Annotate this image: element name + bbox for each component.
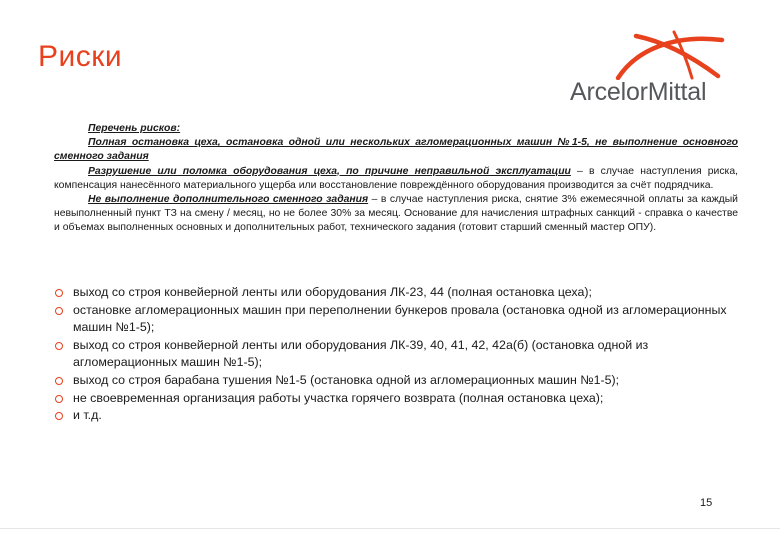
bullet-circle-icon — [55, 342, 63, 350]
risk-item-3-text: – в случае наступления риска, снятие 3% ежемесячной оплаты за каждый невыполненный пункт ТЗ на смену / месяц, но не более 30% за месяц. Основание для начисления штрафных санкций - справка о качестве и объемах выполненных основных и дополнительных работ, технического задания (готовит старший сменный мастер ОПУ). — [54, 194, 738, 234]
list-item — [54, 337, 744, 372]
list-item-text: остановке агломерационных машин при переполнении бункеров провала (остановка одной из агломерационных машин №1-5); — [73, 302, 727, 335]
list-item — [54, 302, 744, 337]
risk-description — [54, 122, 738, 236]
risk-list-heading-text: Перечень рисков: — [88, 123, 181, 134]
list-item-text: не своевременная организация работы участка горячего возврата (полная остановка цеха); — [73, 390, 604, 405]
list-item — [54, 372, 744, 390]
arcelormittal-logo — [566, 28, 726, 108]
list-item — [54, 407, 744, 425]
slide-title: Риски — [38, 40, 123, 73]
logo-wordmark: ArcelorMittal — [570, 78, 707, 106]
risk-list-heading — [54, 122, 738, 136]
risk-item-3-label: Не выполнение дополнительного сменного задания — [88, 194, 369, 206]
risk-item-3 — [54, 193, 738, 236]
risk-item-2-label: Разрушение или поломка оборудования цеха, по причине неправильной эксплуатации — [88, 165, 571, 177]
bullet-circle-icon — [55, 395, 63, 403]
risk-item-1-label: Полная остановка цеха, остановка одной или нескольких агломерационных машин №1-5, не выполнение основного сменного задания — [54, 137, 738, 163]
bullet-circle-icon — [55, 412, 63, 420]
arcelormittal-swoosh-icon — [614, 28, 726, 80]
list-item-text: выход со строя конвейерной ленты или оборудования ЛК-39, 40, 41, 42, 42а(б) (остановка одной из агломерационных машин №1-5); — [73, 337, 649, 370]
page-number: 15 — [700, 497, 713, 509]
list-item — [54, 390, 744, 408]
list-item-text: и т.д. — [73, 408, 102, 423]
bottom-divider — [0, 528, 780, 529]
bullet-circle-icon — [55, 289, 63, 297]
list-item-text: выход со строя конвейерной ленты или оборудования ЛК-23, 44 (полная остановка цеха); — [73, 285, 592, 299]
risk-bullet-list — [54, 284, 744, 425]
bullet-circle-icon — [55, 307, 63, 315]
risk-item-2-text: – в случае наступления риска, компенсация нанесённого материального ущерба или восстановление повреждённого оборудования производится за счёт подрядчика. — [54, 165, 739, 191]
bullet-circle-icon — [55, 377, 63, 385]
list-item — [54, 284, 744, 302]
risk-item-1 — [54, 136, 738, 164]
list-item-text: выход со строя барабана тушения №1-5 (остановка одной из агломерационных машин №1-5); — [73, 372, 620, 387]
risk-item-2 — [54, 165, 738, 193]
